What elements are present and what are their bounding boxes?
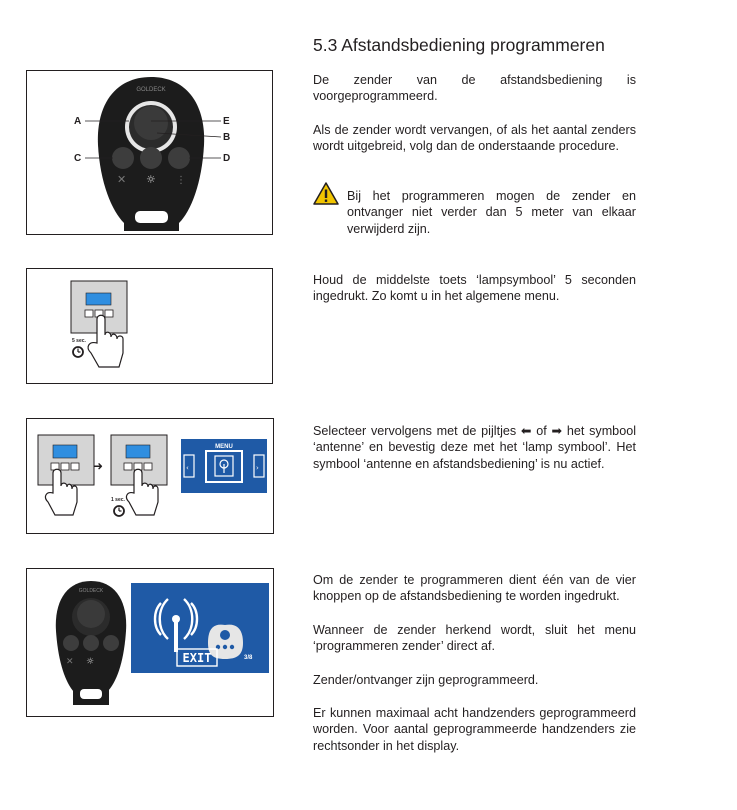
paragraph-max-eight: Er kunnen maximaal acht handzenders geprogrammeerd worden. Voor aantal geprogrammeerde handzenders zie rechtsonder in het display. [313,706,636,753]
light-symbol-icon: ⋮ [176,175,186,186]
control-unit-illustration [27,269,274,385]
figure-programming-exit [26,568,274,717]
menu-arrow-right-icon: › [256,464,259,472]
figure-remote-labels [26,70,273,235]
lamp-symbol-icon: ☼ [146,173,156,186]
x-symbol-icon: ✕ [117,173,127,186]
paragraph-menu-closes: Wanneer de zender herkend wordt, sluit het menu ‘programmeren zender’ direct af. [313,623,636,654]
antenna-mast-icon [174,622,178,652]
label-a: A [74,116,82,127]
paragraph-replacement: Als de zender wordt vervangen, of als het aantal zenders wordt uitgebreid, volg dan de onderstaande procedure. [313,123,636,154]
exit-label: EXIT [182,651,212,665]
warning-text: Bij het programmeren mogen de zender en ontvanger niet verder dan 5 meter van elkaar verwijderd zijn. [347,189,636,236]
unit-button-left [85,310,93,317]
timer-label: 5 sec. [72,338,86,344]
label-d: D [223,153,231,164]
menu-arrow-left-icon: ‹ [186,464,189,472]
button-d [168,147,190,169]
programming-exit-illustration [27,569,275,718]
label-b: B [223,132,231,143]
paragraph-programmed: Zender/ontvanger zijn geprogrammeerd. [313,673,539,687]
figure-hold-5-seconds [26,268,273,384]
lamp-symbol-icon-small: ☼ [86,657,95,667]
remote-display-icon [208,625,243,659]
remote-illustration [27,71,274,236]
label-e: E [223,116,230,127]
unit-button-right [105,310,113,317]
brand-logo: GOLDECK [136,87,166,93]
arrow-right-icon: ➜ [93,459,104,473]
warning-icon [313,182,339,206]
paragraph-preprogrammed: De zender van de afstandsbediening is voorgeprogrammeerd. [313,73,636,104]
timer-label-1sec: 1 sec. [111,497,125,503]
figure-select-antenna [26,418,274,534]
button-b [140,147,162,169]
menu-label: MENU [215,444,233,450]
programmed-count-label: 3/8 [244,655,253,661]
menu-selection-illustration [27,419,275,535]
paragraph-hold-lamp: Houd de middelste toets ‘lampsymbool’ 5 seconden ingedrukt. Zo komt u in het algemene menu. [313,273,636,304]
section-title: 5.3 Afstandsbediening programmeren [313,35,605,55]
x-symbol-icon-small: ✕ [66,657,74,667]
unit-display [86,293,111,305]
button-c [112,147,134,169]
paragraph-select-antenna: Selecteer vervolgens met de pijltjes ⬅ of ➡ het symbool ‘antenne’ en bevestig deze met het ‘lamp symbool’. Het symbool ‘antenne en afstandsbediening’ is nu actief. [313,424,636,471]
label-c: C [74,153,82,164]
brand-logo-small: GOLDECK [78,588,104,594]
paragraph-press-button: Om de zender te programmeren dient één van de vier knoppen op de afstandsbediening te worden ingedrukt. [313,573,636,604]
